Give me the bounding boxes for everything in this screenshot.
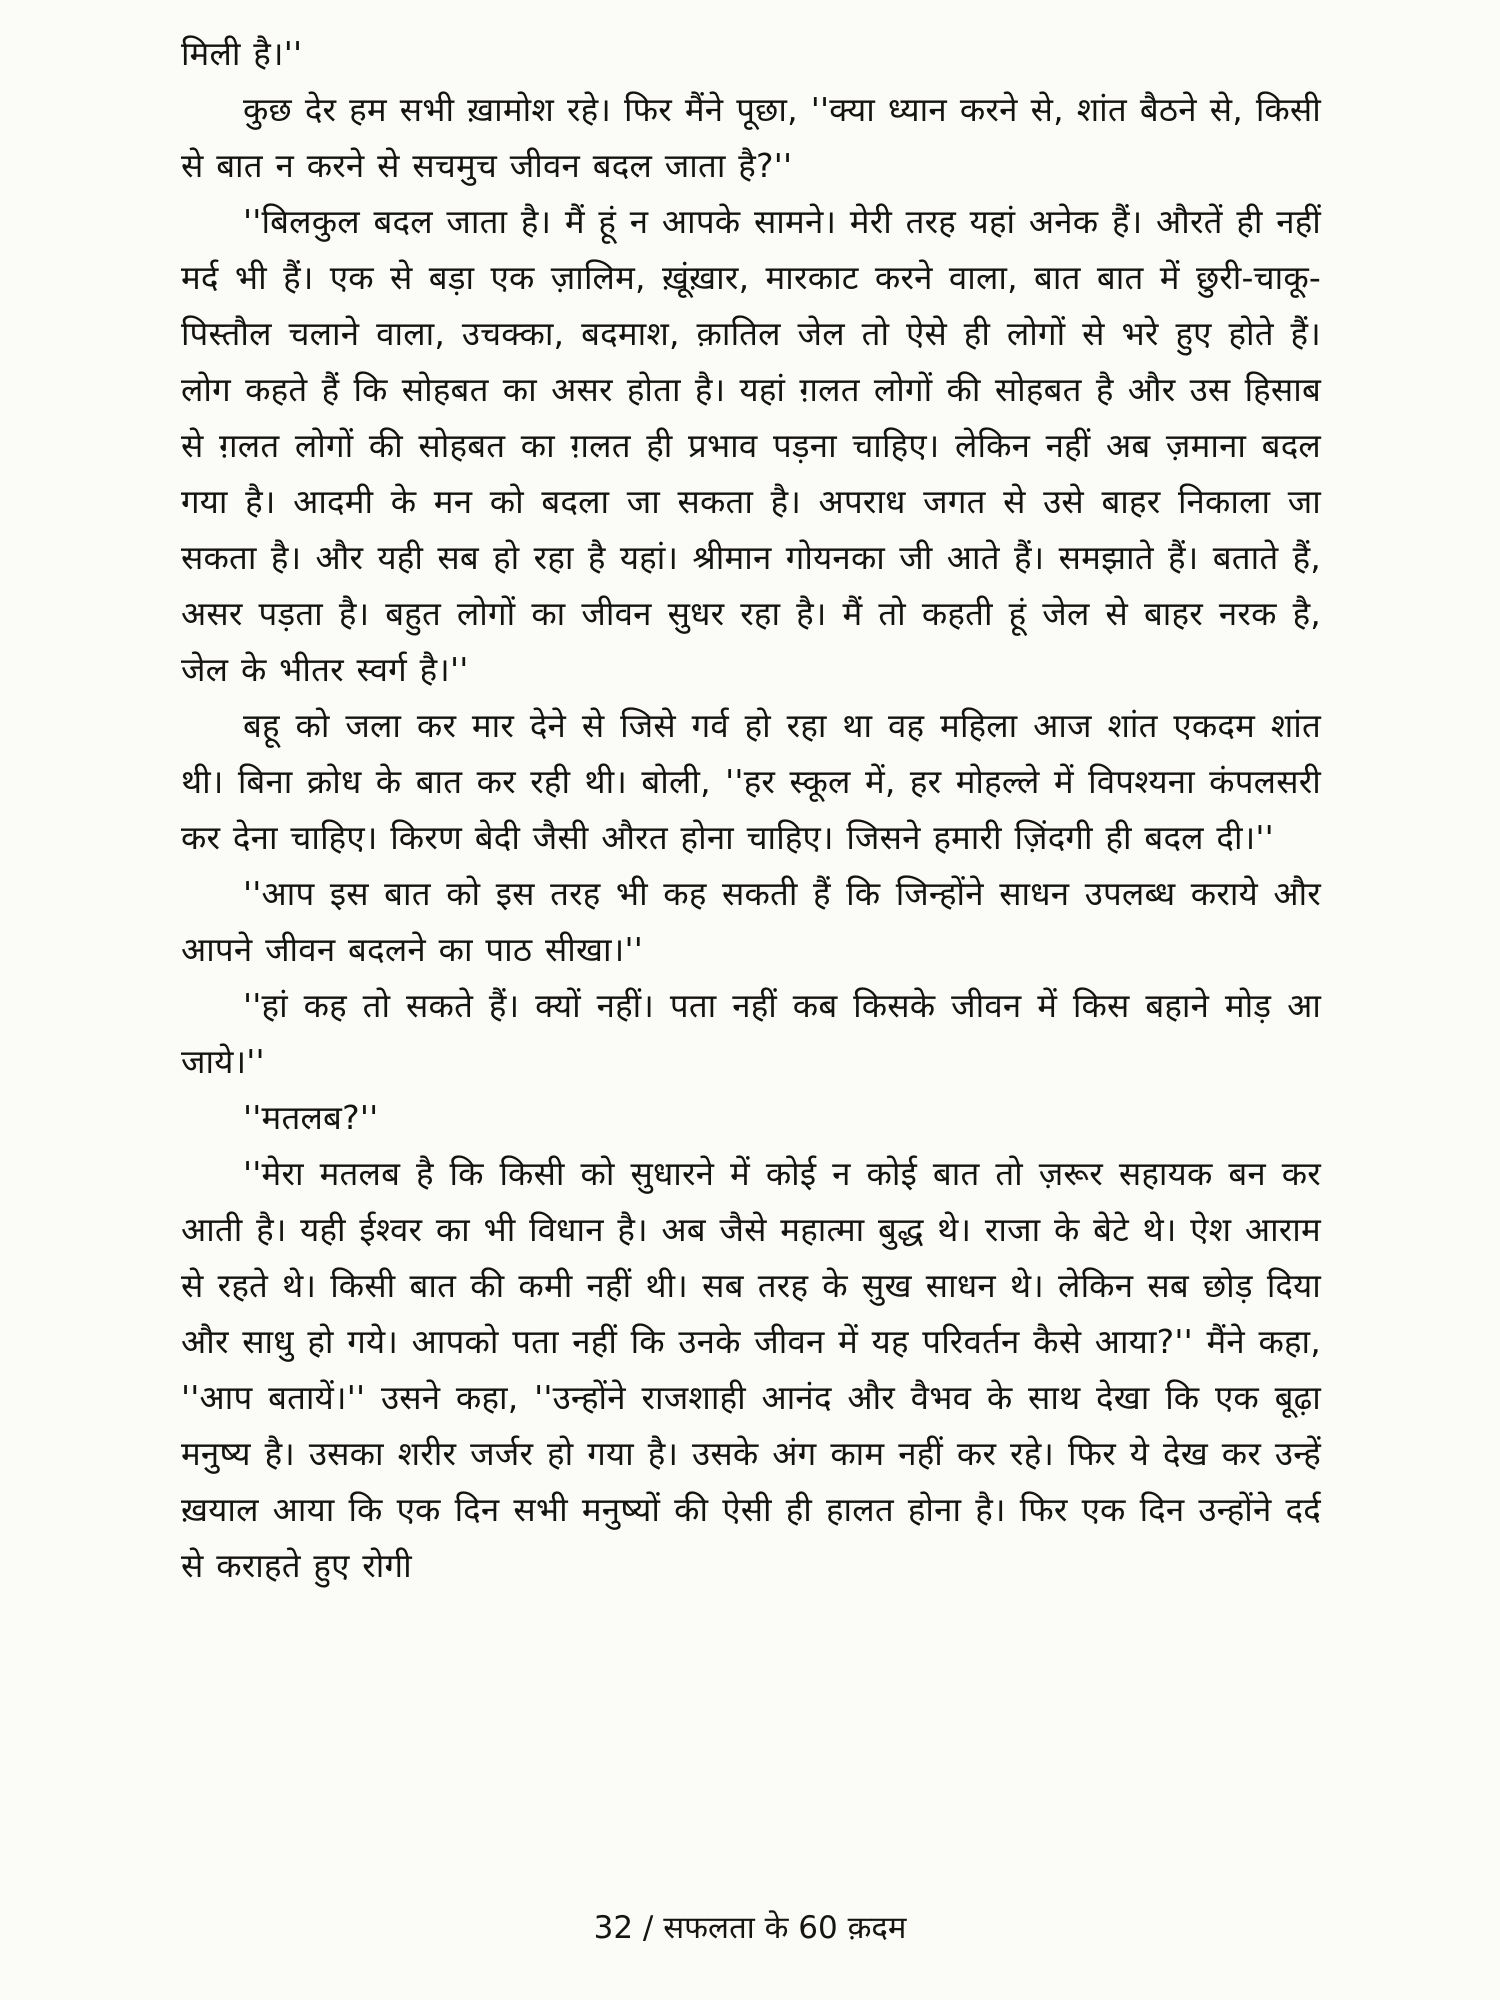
paragraph-continuation: मिली है।''	[181, 34, 303, 73]
paragraph-dialogue-2: ''आप इस बात को इस तरह भी कह सकती हैं कि जिन्होंने साधन उपलब्ध कराये और आपने जीवन बदलने का पाठ सीखा।''	[181, 874, 1321, 969]
paragraph-narration-1: कुछ देर हम सभी ख़ामोश रहे। फिर मैंने पूछा, ''क्या ध्यान करने से, शांत बैठने से, किसी से बात न करने से सचमुच जीवन बदल जाता है?''	[181, 90, 1321, 185]
paragraph-dialogue-3: ''हां कह तो सकते हैं। क्यों नहीं। पता नहीं कब किसके जीवन में किस बहाने मोड़ आ जाये।''	[181, 986, 1321, 1081]
paragraph-dialogue-5: ''मेरा मतलब है कि किसी को सुधारने में कोई न कोई बात तो ज़रूर सहायक बन कर आती है। यही ईश्वर का भी विधान है। अब जैसे महात्मा बुद्ध थे। राजा के बेटे थे। ऐश आराम से रहते थे। किसी बात की कमी नहीं थी। सब तरह के सुख साधन थे। लेकिन सब छोड़ दिया और साधु हो गये। आपको पता नहीं कि उनके जीवन में यह परिवर्तन कैसे आया?'' मैंने कहा, ''आप बतायें।'' उसने कहा, ''उन्होंने राजशाही आनंद और वैभव के साथ देखा कि एक बूढ़ा मनुष्य है। उसका शरीर जर्जर हो गया है। उसके अंग काम नहीं कर रहे। फिर ये देख कर उन्हें ख़याल आया कि एक दिन सभी मनुष्यों की ऐसी ही हालत होना है। फिर एक दिन उन्होंने दर्द से कराहते हुए रोगी	[181, 1154, 1321, 1585]
paragraph-narration-2: बहू को जला कर मार देने से जिसे गर्व हो रहा था वह महिला आज शांत एकदम शांत थी। बिना क्रोध के बात कर रही थी। बोली, ''हर स्कूल में, हर मोहल्ले में विपश्यना कंपलसरी कर देना चाहिए। किरण बेदी जैसी औरत होना चाहिए। जिसने हमारी ज़िंदगी ही बदल दी।''	[181, 706, 1321, 857]
page-footer: 32 / सफलता के 60 क़दम	[593, 1910, 907, 1946]
page-text-block	[181, 26, 1321, 1594]
paragraph-dialogue-4: ''मतलब?''	[243, 1098, 379, 1137]
paragraph-dialogue-1: ''बिलकुल बदल जाता है। मैं हूं न आपके सामने। मेरी तरह यहां अनेक हैं। औरतें ही नहीं मर्द भी हैं। एक से बड़ा एक ज़ालिम, ख़ूंख़ार, मारकाट करने वाला, बात बात में छुरी-चाकू-पिस्तौल चलाने वाला, उचक्का, बदमाश, क़ातिल जेल तो ऐसे ही लोगों से भरे हुए होते हैं। लोग कहते हैं कि सोहबत का असर होता है। यहां ग़लत लोगों की सोहबत है और उस हिसाब से ग़लत लोगों की सोहबत का ग़लत ही प्रभाव पड़ना चाहिए। लेकिन नहीं अब ज़माना बदल गया है। आदमी के मन को बदला जा सकता है। अपराध जगत से उसे बाहर निकाला जा सकता है। और यही सब हो रहा है यहां। श्रीमान गोयनका जी आते हैं। समझाते हैं। बताते हैं, असर पड़ता है। बहुत लोगों का जीवन सुधर रहा है। मैं तो कहती हूं जेल से बाहर नरक है, जेल के भीतर स्वर्ग है।''	[181, 202, 1321, 689]
